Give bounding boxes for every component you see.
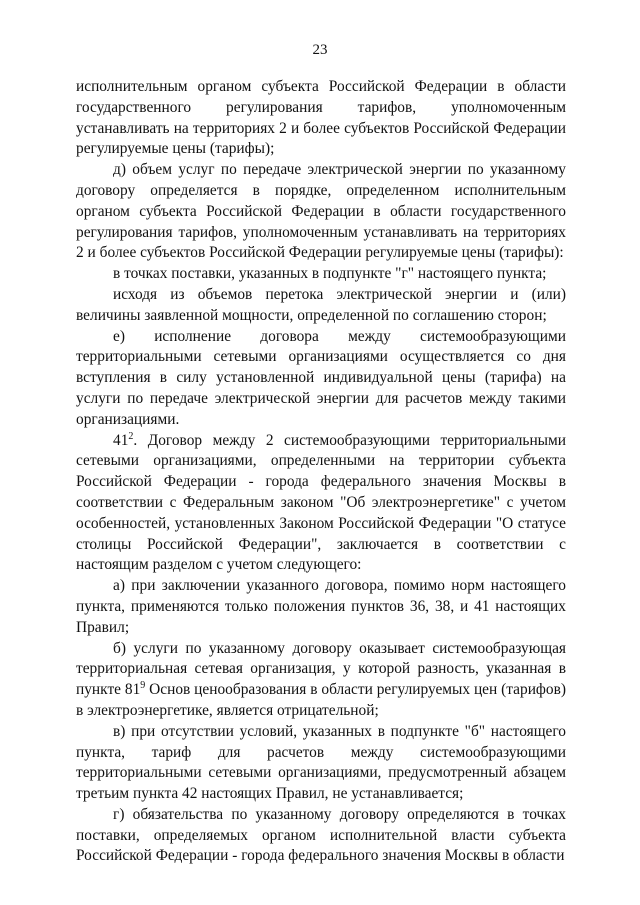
paragraph-subitem-b [76, 639, 566, 722]
paragraph-subitem-v: в) при отсутствии условий, указанных в подпункте "б" настоящего пункта, тариф для расчетов между системообразующими территориальными сетевыми организациями, предусмотренный абзацем третьим пункта 42 настоящих Правил, не устанавливается; [76, 722, 566, 803]
clause-superscript: 2 [128, 430, 134, 442]
clause-number: 41 [113, 431, 129, 449]
paragraph-subitem-e: е) исполнение договора между системообразующими территориальными сетевыми организациями осуществляется со дня вступления в силу установленной индивидуальной цены (тарифа) на услуги по передаче электрической энергии для расчетов между такими организациями. [76, 327, 566, 428]
page-number: 23 [312, 42, 328, 58]
paragraph-flow-volumes: исходя из объемов перетока электрической энергии и (или) величины заявленной мощности, определенной по соглашению сторон; [76, 285, 566, 324]
paragraph-delivery-points: в точках поставки, указанных в подпункте "г" настоящего пункта; [113, 265, 547, 283]
paragraph-subitem-a: а) при заключении указанного договора, помимо норм настоящего пункта, применяются только положения пунктов 36, 38, и 41 настоящих Правил; [76, 577, 566, 636]
paragraph-subitem-g: г) обязательства по указанному договору определяются в точках поставки, определяемых органом исполнительной власти субъекта Российской Федерации - города федерального значения Москвы в области [76, 805, 566, 865]
clause-text: . Договор между 2 системообразующими территориальными сетевыми организациями, определенными на территории субъекта Российской Федерации - города федерального значения Москвы в соответствии с Федеральным законом "Об электроэнергетике" с учетом особенностей, установленных Законом Российской Федерации "О статусе столицы Российской Федерации", заключается в соответствии с настоящим разделом с учетом следующего: [76, 431, 566, 574]
paragraph-subitem-d: д) объем услуг по передаче электрической энергии по указанному договору определяется в порядке, определенном исполнительным органом субъекта Российской Федерации в области государственного регулирования тарифов, уполномоченным устанавливать на территориях 2 и более субъектов Российской Федерации регулируемые цены (тарифы): [76, 161, 566, 262]
subitem-b-superscript: 9 [140, 680, 146, 692]
subitem-b-text-end: Основ ценообразования в области регулируемых цен (тарифов) в электроэнергетике, является отрицательной; [76, 681, 566, 719]
paragraph-continuation: исполнительным органом субъекта Российской Федерации в области государственного регулирования тарифов, уполномоченным устанавливать на территориях 2 и более субъектов Российской Федерации регулируемые цены (тарифы); [76, 78, 566, 158]
paragraph-clause-41-2 [76, 431, 566, 577]
document-body [76, 77, 566, 867]
subitem-b-text-start: б) услуги по указанному договору оказывает системообразующая территориальная сетевая организация, у которой разность, указанная в пункте 81 [76, 639, 566, 699]
